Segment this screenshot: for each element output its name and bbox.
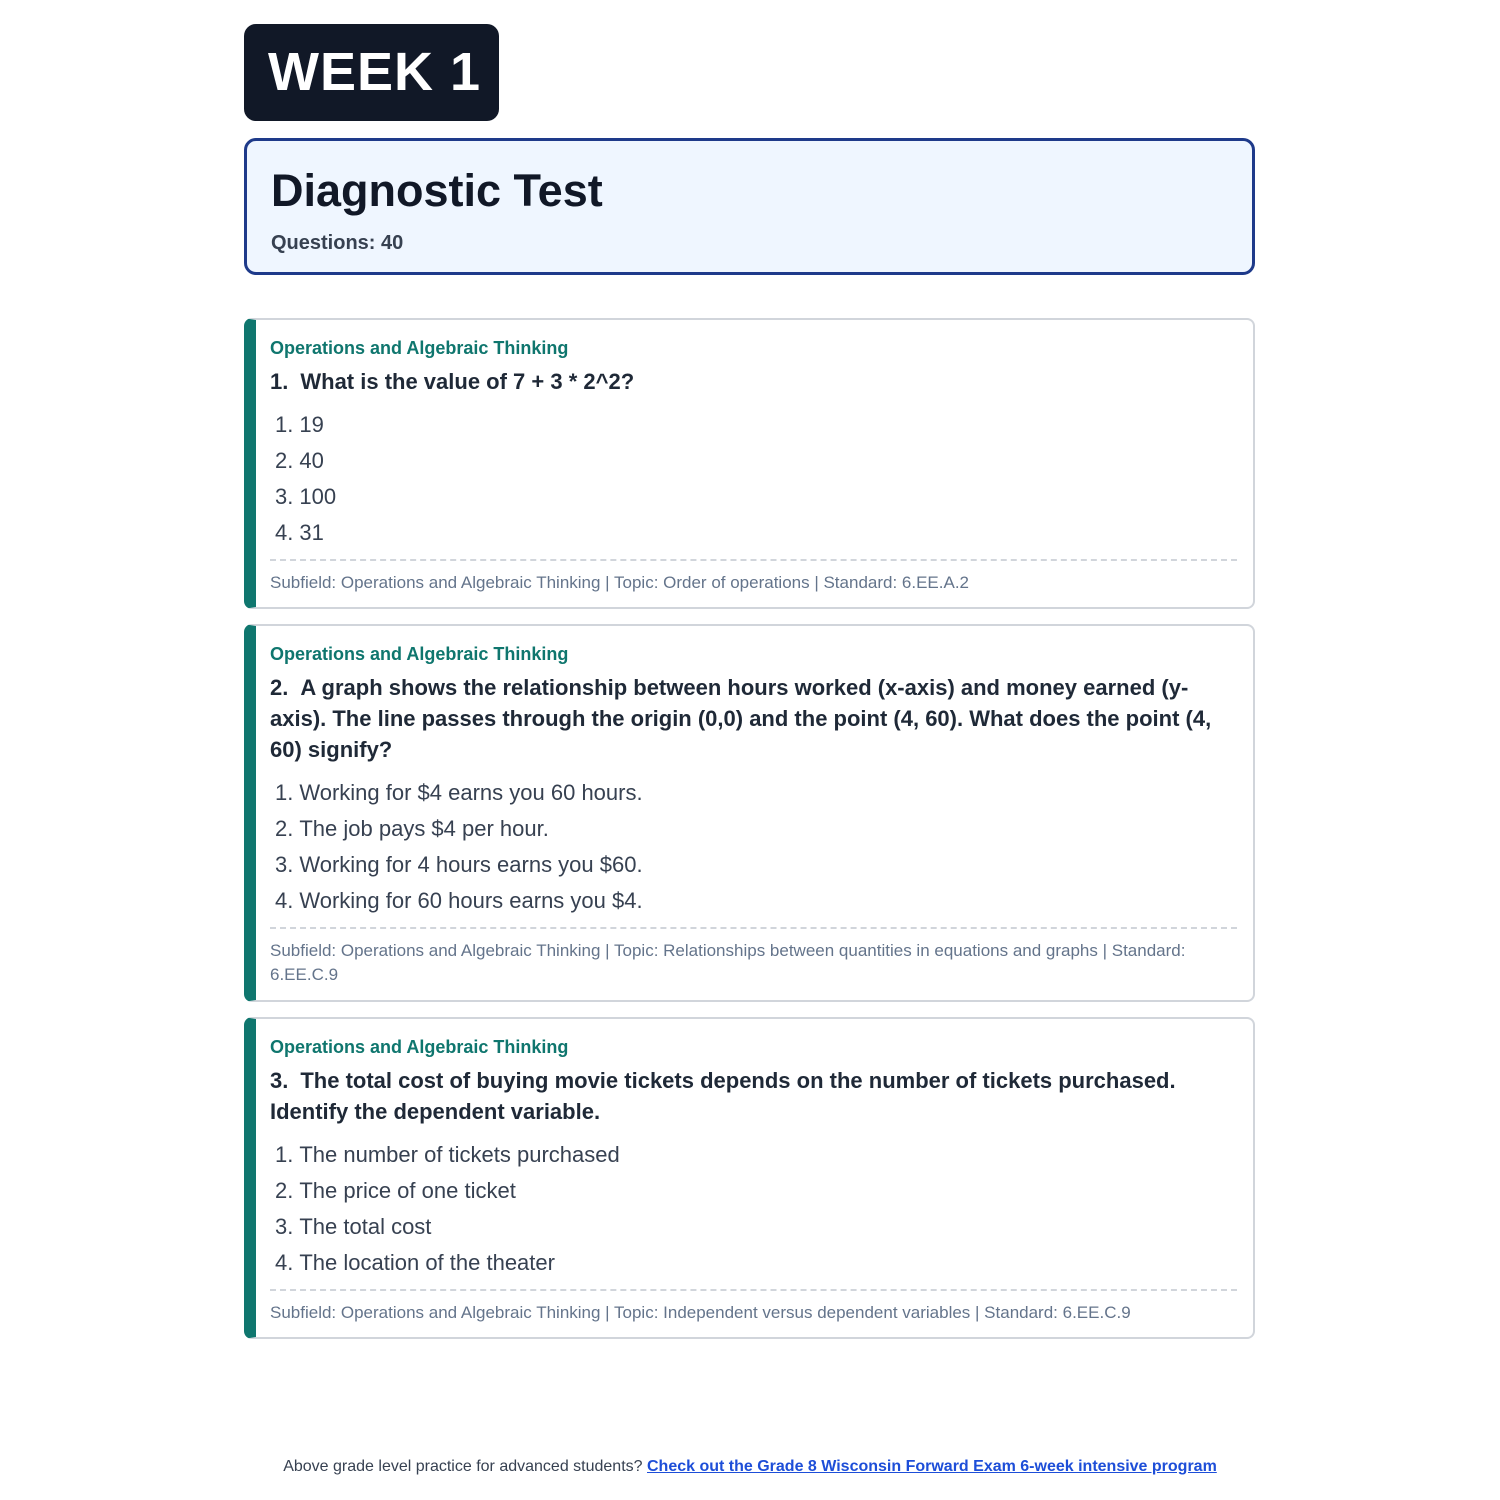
option-text: The total cost	[299, 1214, 432, 1239]
question-count: Questions: 40	[271, 232, 404, 254]
question-category: Operations and Algebraic Thinking	[270, 1037, 569, 1057]
answer-option[interactable]	[275, 1173, 1237, 1209]
question-category: Operations and Algebraic Thinking	[270, 338, 569, 358]
option-number: 3.	[275, 484, 294, 509]
answer-option[interactable]	[275, 515, 1237, 551]
question-prompt: What is the value of 7 + 3 * 2^2?	[300, 369, 635, 394]
answer-option[interactable]	[275, 847, 1237, 883]
question-text	[270, 366, 1237, 397]
question-prompt: A graph shows the relationship between hours worked (x-axis) and money earned (y-axis). The line passes through the origin (0,0) and the point (4, 60). What does the point (4, 60) signify?	[270, 675, 1212, 762]
option-number: 3.	[275, 1214, 294, 1239]
option-text: 19	[299, 412, 324, 437]
answer-options	[270, 775, 1237, 919]
question-card	[244, 1017, 1255, 1339]
answer-option[interactable]	[275, 479, 1237, 515]
footer-text: Above grade level practice for advanced students?	[283, 1458, 643, 1475]
option-number: 2.	[275, 448, 294, 473]
answer-option[interactable]	[275, 443, 1237, 479]
answer-option[interactable]	[275, 883, 1237, 919]
question-text	[270, 672, 1237, 765]
week-badge: WEEK 1	[244, 24, 499, 121]
option-number: 1.	[275, 780, 294, 805]
test-header	[244, 138, 1255, 275]
answer-option[interactable]	[275, 811, 1237, 847]
option-text: The location of the theater	[299, 1250, 555, 1275]
answer-options	[270, 1137, 1237, 1281]
option-number: 4.	[275, 888, 294, 913]
question-metadata: Subfield: Operations and Algebraic Thinking | Topic: Relationships between quantities in equations and graphs | Standard: 6.EE.C.9	[270, 927, 1237, 987]
option-number: 1.	[275, 1142, 294, 1167]
answer-option[interactable]	[275, 1137, 1237, 1173]
option-number: 2.	[275, 816, 294, 841]
program-link[interactable]: Check out the Grade 8 Wisconsin Forward Exam 6-week intensive program	[647, 1458, 1217, 1475]
option-text: Working for $4 earns you 60 hours.	[299, 780, 643, 805]
option-number: 1.	[275, 412, 294, 437]
answer-option[interactable]	[275, 407, 1237, 443]
footer	[0, 1456, 1500, 1478]
option-text: The number of tickets purchased	[299, 1142, 620, 1167]
option-text: Working for 4 hours earns you $60.	[299, 852, 643, 877]
question-card	[244, 624, 1255, 1002]
question-metadata: Subfield: Operations and Algebraic Thinking | Topic: Order of operations | Standard: 6.EE.A.2	[270, 559, 1237, 595]
option-text: The job pays $4 per hour.	[299, 816, 549, 841]
option-number: 4.	[275, 1250, 294, 1275]
question-text	[270, 1065, 1237, 1127]
answer-options	[270, 407, 1237, 551]
option-number: 3.	[275, 852, 294, 877]
answer-option[interactable]	[275, 1245, 1237, 1281]
option-number: 4.	[275, 520, 294, 545]
option-text: 40	[299, 448, 324, 473]
option-text: 100	[299, 484, 337, 509]
answer-option[interactable]	[275, 775, 1237, 811]
question-prompt: The total cost of buying movie tickets depends on the number of tickets purchased. Identify the dependent variable.	[270, 1068, 1176, 1124]
option-text: The price of one ticket	[299, 1178, 516, 1203]
answer-option[interactable]	[275, 1209, 1237, 1245]
page-title: Diagnostic Test	[271, 165, 603, 216]
question-category: Operations and Algebraic Thinking	[270, 644, 569, 664]
question-card	[244, 318, 1255, 609]
question-number: 1.	[270, 369, 289, 394]
option-text: 31	[299, 520, 324, 545]
question-metadata: Subfield: Operations and Algebraic Thinking | Topic: Independent versus dependent variables | Standard: 6.EE.C.9	[270, 1289, 1237, 1325]
option-text: Working for 60 hours earns you $4.	[299, 888, 643, 913]
question-number: 2.	[270, 675, 289, 700]
question-number: 3.	[270, 1068, 289, 1093]
option-number: 2.	[275, 1178, 294, 1203]
